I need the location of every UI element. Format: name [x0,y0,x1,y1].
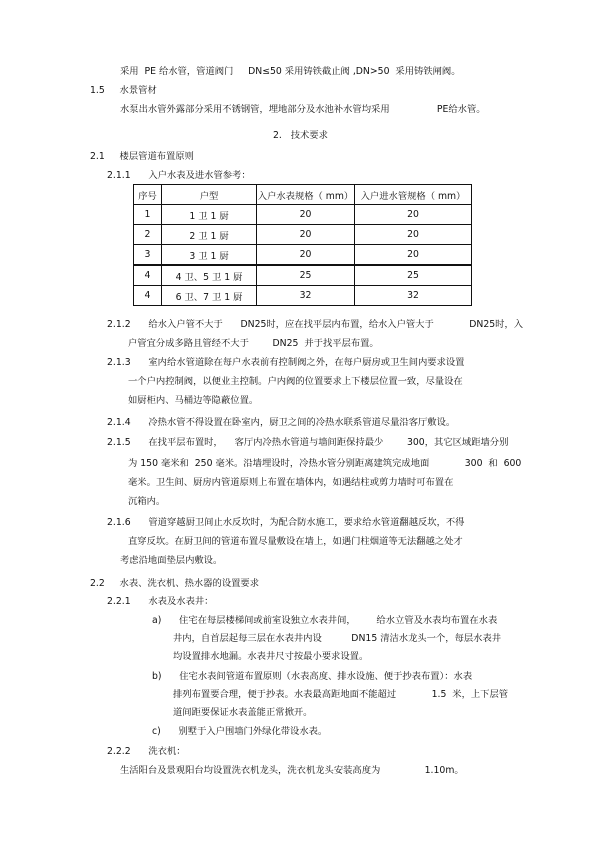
table-row [134,286,472,306]
table-cell: 20 [355,245,472,266]
table-cell: 2 [134,225,162,245]
text-line: 为 150 毫米和 250 毫米。沿墙埋设时，冷热水管分别距离建筑完成地面 300 和 600 [128,458,522,469]
section-heading: 2. 技术要求 [273,130,328,141]
table-cell: 20 [355,225,472,245]
text-line: 考虑沿地面垫层内敷设。 [120,555,223,566]
table-row [134,245,472,266]
section-heading: 2.1 楼层管道布置原则 [90,151,194,162]
text-line: 户管宜分成多路且管经不大于 DN25 并于找平层布置。 [128,338,379,349]
table-cell: 32 [257,286,355,306]
text-line: 毫米。卫生间、厨房内管道原则上布置在墙体内，如遇结柱或剪力墙时可布置在 [128,477,454,488]
list-item: b) 住宅水表间管道布置原则（水表高度、排水设施、便于抄表布置）：水表 [152,671,473,682]
table-cell: 25 [257,265,355,286]
table-cell: 4 [134,265,162,286]
section-heading: 2.2 水表、洗衣机、热水器的设置要求 [90,578,260,589]
table-header-row [134,185,472,205]
text-line: 均设置排水地漏。水表井尺寸按最小要求设置。 [173,651,369,662]
text-line: 水泵出水管外露部分采用不锈钢管，埋地部分及水池补水管均采用 PE给水管。 [120,104,486,115]
text-line: 道间距要保证水表盖能正常掀开。 [173,707,313,718]
table-cell: 25 [355,265,472,286]
section-heading: 1.5 水景管材 [90,85,157,96]
table-cell: 1 卫 1 厨 [162,205,257,225]
subsection-paragraph: 2.1.2 给水入户管不大于 DN25时，应在找平层内布置，给水入户管大于 DN25时，入 [107,319,524,330]
table-cell: 2 卫 1 厨 [162,225,257,245]
water-meter-table [133,184,472,306]
subsection-heading: 2.2.1 水表及水表井： [107,596,214,607]
table-row [134,265,472,286]
table-header-cell: 户型 [162,185,257,205]
subsection-heading: 2.2.2 洗衣机： [107,746,186,757]
table-cell: 20 [257,245,355,266]
table-cell: 20 [257,225,355,245]
subsection-heading: 2.1.1 入户水表及进水管参考： [107,170,251,181]
table-cell: 3 [134,245,162,266]
text-line: 一个户内控制阀，以便业主控制。户内阀的位置要求上下楼层位置一致，尽量设在 [128,376,463,387]
table-cell: 20 [257,205,355,225]
list-item: c) 别墅于入户围墙门外绿化带设水表。 [152,726,328,737]
text-line: 如厨柜内、马桶边等隐蔽位置。 [128,395,259,406]
table-cell: 32 [355,286,472,306]
table-cell: 6 卫、7 卫 1 厨 [162,286,257,306]
table-row [134,205,472,225]
table-header-cell: 序号 [134,185,162,205]
text-line: 采用 PE 给水管，管道阀门 DN≤50 采用铸铁截止阀 ,DN>50 采用铸铁闸阀。 [120,66,461,77]
table-header-cell: 入户进水管规格（ mm） [355,185,472,205]
subsection-paragraph: 2.1.3 室内给水管道除在每户水表前有控制阀之外，在每户厨房或卫生间内要求设置 [107,357,465,368]
table-row [134,225,472,245]
list-item: a) 住宅在每层楼梯间或前室设独立水表井间， 给水立管及水表均布置在水表 [152,615,498,626]
table-cell: 4 卫、5 卫 1 厨 [162,265,257,286]
text-line: 井内，自首层起每三层在水表井内设 DN15 清洁水龙头一个，每层水表井 [173,633,502,644]
table-cell: 4 [134,286,162,306]
table-cell: 1 [134,205,162,225]
table-cell: 20 [355,205,472,225]
subsection-paragraph: 2.1.4 冷热水管不得设置在卧室内，厨卫之间的冷热水联系管道尽量沿客厅敷设。 [107,417,456,428]
table-header-cell: 入户水表规格（ mm） [257,185,355,205]
text-line: 排列布置要合理，便于抄表。水表最高距地面不能超过 1.5 米，上下层管 [173,689,509,700]
table-cell: 3 卫 1 厨 [162,245,257,266]
subsection-paragraph: 2.1.5 在找平层布置时， 客厅内冷热水管道与墙间距保持最少 300，其它区域距墙分别 [107,437,509,448]
text-line: 生活阳台及景观阳台均设置洗衣机龙头，洗衣机龙头安装高度为 1.10m。 [120,765,464,776]
text-line: 沉箱内。 [128,496,166,507]
text-line: 直穿反坎。在厨卫间的管道布置尽量敷设在墙上，如遇门柱烟道等无法翻越之处才 [128,536,463,547]
subsection-paragraph: 2.1.6 管道穿越厨卫间止水反坎时，为配合防水施工，要求给水管道翻越反坎，不得 [107,517,465,528]
